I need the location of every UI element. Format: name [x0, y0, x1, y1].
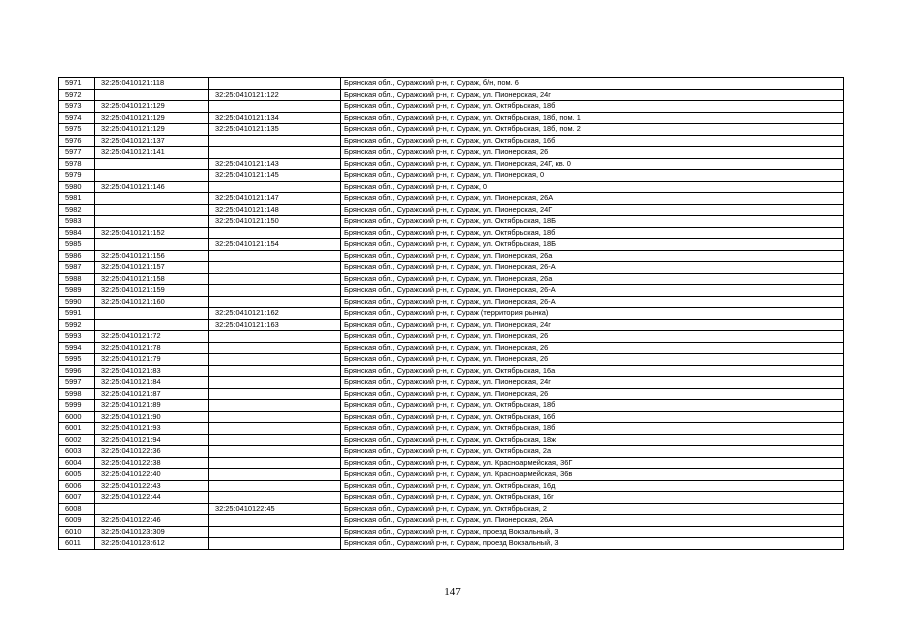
- address-cell: Брянская обл., Суражский р-н, г. Сураж, ул. Октябрьская, 18б, пом. 2: [341, 124, 844, 136]
- address-cell: Брянская обл., Суражский р-н, г. Сураж, ул. Пионерская, 24Г: [341, 204, 844, 216]
- cadastral-number-cell: 32:25:0410121:156: [95, 250, 209, 262]
- linked-cadastral-number-cell: 32:25:0410121:147: [209, 193, 341, 205]
- row-number-cell: 5981: [59, 193, 95, 205]
- linked-cadastral-number-cell: 32:25:0410121:162: [209, 308, 341, 320]
- row-number-cell: 5972: [59, 89, 95, 101]
- address-cell: Брянская обл., Суражский р-н, г. Сураж, ул. Пионерская, 26А: [341, 193, 844, 205]
- linked-cadastral-number-cell: [209, 135, 341, 147]
- address-cell: Брянская обл., Суражский р-н, г. Сураж, ул. Красноармейская, 36Г: [341, 457, 844, 469]
- linked-cadastral-number-cell: [209, 78, 341, 90]
- cadastral-number-cell: 32:25:0410121:160: [95, 296, 209, 308]
- table-row: [59, 492, 844, 504]
- cadastral-number-cell: 32:25:0410122:40: [95, 469, 209, 481]
- table-row: [59, 112, 844, 124]
- cadastral-number-cell: 32:25:0410121:157: [95, 262, 209, 274]
- row-number-cell: 6003: [59, 446, 95, 458]
- address-cell: Брянская обл., Суражский р-н, г. Сураж, ул. Октябрьская, 18б: [341, 101, 844, 113]
- address-cell: Брянская обл., Суражский р-н, г. Сураж, ул. Пионерская, 26а: [341, 250, 844, 262]
- row-number-cell: 5980: [59, 181, 95, 193]
- table-row: [59, 446, 844, 458]
- table-row: [59, 469, 844, 481]
- table-row: [59, 285, 844, 297]
- table-row: [59, 101, 844, 113]
- address-cell: Брянская обл., Суражский р-н, г. Сураж, ул. Октябрьская, 2: [341, 503, 844, 515]
- row-number-cell: 5989: [59, 285, 95, 297]
- address-cell: Брянская обл., Суражский р-н, г. Сураж, ул. Пионерская, 26: [341, 354, 844, 366]
- cadastral-number-cell: 32:25:0410121:79: [95, 354, 209, 366]
- table-row: [59, 365, 844, 377]
- table-row: [59, 526, 844, 538]
- linked-cadastral-number-cell: [209, 250, 341, 262]
- table-row: [59, 227, 844, 239]
- table-row: [59, 331, 844, 343]
- address-cell: Брянская обл., Суражский р-н, г. Сураж, ул. Октябрьская, 16б: [341, 135, 844, 147]
- linked-cadastral-number-cell: [209, 101, 341, 113]
- linked-cadastral-number-cell: [209, 147, 341, 159]
- cadastral-number-cell: 32:25:0410121:146: [95, 181, 209, 193]
- cadastral-number-cell: 32:25:0410122:38: [95, 457, 209, 469]
- row-number-cell: 6007: [59, 492, 95, 504]
- row-number-cell: 5982: [59, 204, 95, 216]
- table-row: [59, 273, 844, 285]
- cadastral-number-cell: [95, 503, 209, 515]
- address-cell: Брянская обл., Суражский р-н, г. Сураж, ул. Октябрьская, 2а: [341, 446, 844, 458]
- row-number-cell: 6010: [59, 526, 95, 538]
- address-cell: Брянская обл., Суражский р-н, г. Сураж, ул. Октябрьская, 18Б: [341, 216, 844, 228]
- linked-cadastral-number-cell: [209, 515, 341, 527]
- linked-cadastral-number-cell: [209, 262, 341, 274]
- table-row: [59, 296, 844, 308]
- row-number-cell: 5976: [59, 135, 95, 147]
- address-cell: Брянская обл., Суражский р-н, г. Сураж, ул. Пионерская, 24г: [341, 319, 844, 331]
- row-number-cell: 5991: [59, 308, 95, 320]
- linked-cadastral-number-cell: [209, 423, 341, 435]
- row-number-cell: 5979: [59, 170, 95, 182]
- linked-cadastral-number-cell: [209, 331, 341, 343]
- table-row: [59, 170, 844, 182]
- row-number-cell: 5993: [59, 331, 95, 343]
- row-number-cell: 5992: [59, 319, 95, 331]
- address-cell: Брянская обл., Суражский р-н, г. Сураж, ул. Пионерская, 26а: [341, 273, 844, 285]
- linked-cadastral-number-cell: [209, 446, 341, 458]
- address-cell: Брянская обл., Суражский р-н, г. Сураж, ул. Октябрьская, 18б: [341, 227, 844, 239]
- table-row: [59, 204, 844, 216]
- address-cell: Брянская обл., Суражский р-н, г. Сураж, ул. Пионерская, 0: [341, 170, 844, 182]
- table-row: [59, 89, 844, 101]
- row-number-cell: 5997: [59, 377, 95, 389]
- table-row: [59, 434, 844, 446]
- linked-cadastral-number-cell: 32:25:0410121:148: [209, 204, 341, 216]
- cadastral-number-cell: 32:25:0410121:72: [95, 331, 209, 343]
- table-row: [59, 423, 844, 435]
- table-row: [59, 411, 844, 423]
- row-number-cell: 6006: [59, 480, 95, 492]
- table-row: [59, 388, 844, 400]
- address-cell: Брянская обл., Суражский р-н, г. Сураж, ул. Пионерская, 26: [341, 147, 844, 159]
- address-cell: Брянская обл., Суражский р-н, г. Сураж, ул. Октябрьская, 16д: [341, 480, 844, 492]
- cadastral-number-cell: 32:25:0410121:93: [95, 423, 209, 435]
- address-cell: Брянская обл., Суражский р-н, г. Сураж, ул. Октябрьская, 18б: [341, 423, 844, 435]
- address-cell: Брянская обл., Суражский р-н, г. Сураж, ул. Пионерская, 26-А: [341, 262, 844, 274]
- row-number-cell: 5986: [59, 250, 95, 262]
- linked-cadastral-number-cell: [209, 411, 341, 423]
- address-cell: Брянская обл., Суражский р-н, г. Сураж, ул. Пионерская, 24Г, кв. 0: [341, 158, 844, 170]
- linked-cadastral-number-cell: 32:25:0410121:134: [209, 112, 341, 124]
- address-cell: Брянская обл., Суражский р-н, г. Сураж, ул. Октябрьская, 16б: [341, 411, 844, 423]
- address-cell: Брянская обл., Суражский р-н, г. Сураж, ул. Октябрьская, 18б: [341, 400, 844, 412]
- address-cell: Брянская обл., Суражский р-н, г. Сураж, ул. Пионерская, 26А: [341, 515, 844, 527]
- cadastral-number-cell: [95, 158, 209, 170]
- table-row: [59, 135, 844, 147]
- linked-cadastral-number-cell: [209, 227, 341, 239]
- cadastral-number-cell: 32:25:0410121:89: [95, 400, 209, 412]
- table-row: [59, 308, 844, 320]
- row-number-cell: 6004: [59, 457, 95, 469]
- address-cell: Брянская обл., Суражский р-н, г. Сураж, ул. Пионерская, 24г: [341, 89, 844, 101]
- cadastral-number-cell: 32:25:0410122:43: [95, 480, 209, 492]
- linked-cadastral-number-cell: 32:25:0410121:143: [209, 158, 341, 170]
- address-cell: Брянская обл., Суражский р-н, г. Сураж (территория рынка): [341, 308, 844, 320]
- table-row: [59, 377, 844, 389]
- cadastral-number-cell: 32:25:0410121:129: [95, 112, 209, 124]
- row-number-cell: 6002: [59, 434, 95, 446]
- linked-cadastral-number-cell: [209, 400, 341, 412]
- row-number-cell: 5975: [59, 124, 95, 136]
- row-number-cell: 5974: [59, 112, 95, 124]
- cadastral-number-cell: 32:25:0410121:118: [95, 78, 209, 90]
- linked-cadastral-number-cell: 32:25:0410121:150: [209, 216, 341, 228]
- registry-table: [58, 77, 844, 550]
- cadastral-number-cell: [95, 319, 209, 331]
- address-cell: Брянская обл., Суражский р-н, г. Сураж, проезд Вокзальный, 3: [341, 538, 844, 550]
- linked-cadastral-number-cell: [209, 342, 341, 354]
- address-cell: Брянская обл., Суражский р-н, г. Сураж, ул. Красноармейская, 36в: [341, 469, 844, 481]
- cadastral-number-cell: [95, 170, 209, 182]
- linked-cadastral-number-cell: [209, 285, 341, 297]
- row-number-cell: 5978: [59, 158, 95, 170]
- address-cell: Брянская обл., Суражский р-н, г. Сураж, ул. Октябрьская, 18Б: [341, 239, 844, 251]
- row-number-cell: 5998: [59, 388, 95, 400]
- linked-cadastral-number-cell: [209, 492, 341, 504]
- linked-cadastral-number-cell: [209, 365, 341, 377]
- cadastral-number-cell: [95, 204, 209, 216]
- linked-cadastral-number-cell: [209, 354, 341, 366]
- registry-table-body: [59, 78, 844, 550]
- cadastral-number-cell: 32:25:0410122:36: [95, 446, 209, 458]
- cadastral-number-cell: [95, 308, 209, 320]
- table-row: [59, 78, 844, 90]
- linked-cadastral-number-cell: [209, 457, 341, 469]
- cadastral-number-cell: 32:25:0410121:84: [95, 377, 209, 389]
- row-number-cell: 5984: [59, 227, 95, 239]
- cadastral-number-cell: 32:25:0410121:141: [95, 147, 209, 159]
- linked-cadastral-number-cell: [209, 469, 341, 481]
- row-number-cell: 5996: [59, 365, 95, 377]
- row-number-cell: 5985: [59, 239, 95, 251]
- table-row: [59, 503, 844, 515]
- row-number-cell: 5971: [59, 78, 95, 90]
- address-cell: Брянская обл., Суражский р-н, г. Сураж, ул. Пионерская, 26: [341, 331, 844, 343]
- cadastral-number-cell: 32:25:0410121:137: [95, 135, 209, 147]
- cadastral-number-cell: [95, 216, 209, 228]
- address-cell: Брянская обл., Суражский р-н, г. Сураж, проезд Вокзальный, 3: [341, 526, 844, 538]
- linked-cadastral-number-cell: [209, 273, 341, 285]
- row-number-cell: 5988: [59, 273, 95, 285]
- table-row: [59, 262, 844, 274]
- row-number-cell: 6011: [59, 538, 95, 550]
- address-cell: Брянская обл., Суражский р-н, г. Сураж, ул. Пионерская, 26: [341, 388, 844, 400]
- table-row: [59, 250, 844, 262]
- linked-cadastral-number-cell: 32:25:0410121:163: [209, 319, 341, 331]
- address-cell: Брянская обл., Суражский р-н, г. Сураж, ул. Пионерская, 24г: [341, 377, 844, 389]
- linked-cadastral-number-cell: [209, 181, 341, 193]
- row-number-cell: 5994: [59, 342, 95, 354]
- linked-cadastral-number-cell: 32:25:0410121:122: [209, 89, 341, 101]
- table-row: [59, 147, 844, 159]
- linked-cadastral-number-cell: 32:25:0410121:145: [209, 170, 341, 182]
- address-cell: Брянская обл., Суражский р-н, г. Сураж, ул. Пионерская, 26-А: [341, 296, 844, 308]
- cadastral-number-cell: 32:25:0410121:78: [95, 342, 209, 354]
- cadastral-number-cell: 32:25:0410121:90: [95, 411, 209, 423]
- linked-cadastral-number-cell: [209, 434, 341, 446]
- cadastral-number-cell: 32:25:0410121:152: [95, 227, 209, 239]
- row-number-cell: 5983: [59, 216, 95, 228]
- linked-cadastral-number-cell: 32:25:0410121:135: [209, 124, 341, 136]
- linked-cadastral-number-cell: [209, 388, 341, 400]
- row-number-cell: 5990: [59, 296, 95, 308]
- row-number-cell: 5999: [59, 400, 95, 412]
- cadastral-number-cell: 32:25:0410121:129: [95, 124, 209, 136]
- table-row: [59, 124, 844, 136]
- table-row: [59, 342, 844, 354]
- cadastral-number-cell: 32:25:0410121:158: [95, 273, 209, 285]
- linked-cadastral-number-cell: [209, 377, 341, 389]
- table-row: [59, 400, 844, 412]
- row-number-cell: 6009: [59, 515, 95, 527]
- row-number-cell: 5987: [59, 262, 95, 274]
- table-row: [59, 181, 844, 193]
- row-number-cell: 6000: [59, 411, 95, 423]
- cadastral-number-cell: 32:25:0410121:94: [95, 434, 209, 446]
- table-row: [59, 354, 844, 366]
- table-row: [59, 216, 844, 228]
- cadastral-number-cell: 32:25:0410122:44: [95, 492, 209, 504]
- cadastral-number-cell: [95, 239, 209, 251]
- address-cell: Брянская обл., Суражский р-н, г. Сураж, ул. Октябрьская, 18б, пом. 1: [341, 112, 844, 124]
- address-cell: Брянская обл., Суражский р-н, г. Сураж, ул. Пионерская, 26-А: [341, 285, 844, 297]
- address-cell: Брянская обл., Суражский р-н, г. Сураж, ул. Октябрьская, 16а: [341, 365, 844, 377]
- row-number-cell: 5973: [59, 101, 95, 113]
- cadastral-number-cell: [95, 193, 209, 205]
- table-row: [59, 538, 844, 550]
- address-cell: Брянская обл., Суражский р-н, г. Сураж, ул. Пионерская, 26: [341, 342, 844, 354]
- address-cell: Брянская обл., Суражский р-н, г. Сураж, ул. Октябрьская, 16г: [341, 492, 844, 504]
- table-row: [59, 480, 844, 492]
- address-cell: Брянская обл., Суражский р-н, г. Сураж, б/н, пом. 6: [341, 78, 844, 90]
- linked-cadastral-number-cell: [209, 538, 341, 550]
- linked-cadastral-number-cell: 32:25:0410122:45: [209, 503, 341, 515]
- row-number-cell: 5977: [59, 147, 95, 159]
- linked-cadastral-number-cell: 32:25:0410121:154: [209, 239, 341, 251]
- cadastral-number-cell: 32:25:0410122:46: [95, 515, 209, 527]
- row-number-cell: 6008: [59, 503, 95, 515]
- address-cell: Брянская обл., Суражский р-н, г. Сураж, ул. Октябрьская, 18ж: [341, 434, 844, 446]
- row-number-cell: 6005: [59, 469, 95, 481]
- table-row: [59, 457, 844, 469]
- linked-cadastral-number-cell: [209, 526, 341, 538]
- cadastral-number-cell: [95, 89, 209, 101]
- table-row: [59, 193, 844, 205]
- table-row: [59, 239, 844, 251]
- table-row: [59, 158, 844, 170]
- page-number: 147: [444, 586, 461, 598]
- cadastral-number-cell: 32:25:0410121:87: [95, 388, 209, 400]
- table-row: [59, 515, 844, 527]
- row-number-cell: 6001: [59, 423, 95, 435]
- cadastral-number-cell: 32:25:0410123:612: [95, 538, 209, 550]
- cadastral-number-cell: 32:25:0410121:83: [95, 365, 209, 377]
- cadastral-number-cell: 32:25:0410121:129: [95, 101, 209, 113]
- linked-cadastral-number-cell: [209, 296, 341, 308]
- table-row: [59, 319, 844, 331]
- row-number-cell: 5995: [59, 354, 95, 366]
- cadastral-number-cell: 32:25:0410121:159: [95, 285, 209, 297]
- linked-cadastral-number-cell: [209, 480, 341, 492]
- address-cell: Брянская обл., Суражский р-н, г. Сураж, 0: [341, 181, 844, 193]
- cadastral-number-cell: 32:25:0410123:309: [95, 526, 209, 538]
